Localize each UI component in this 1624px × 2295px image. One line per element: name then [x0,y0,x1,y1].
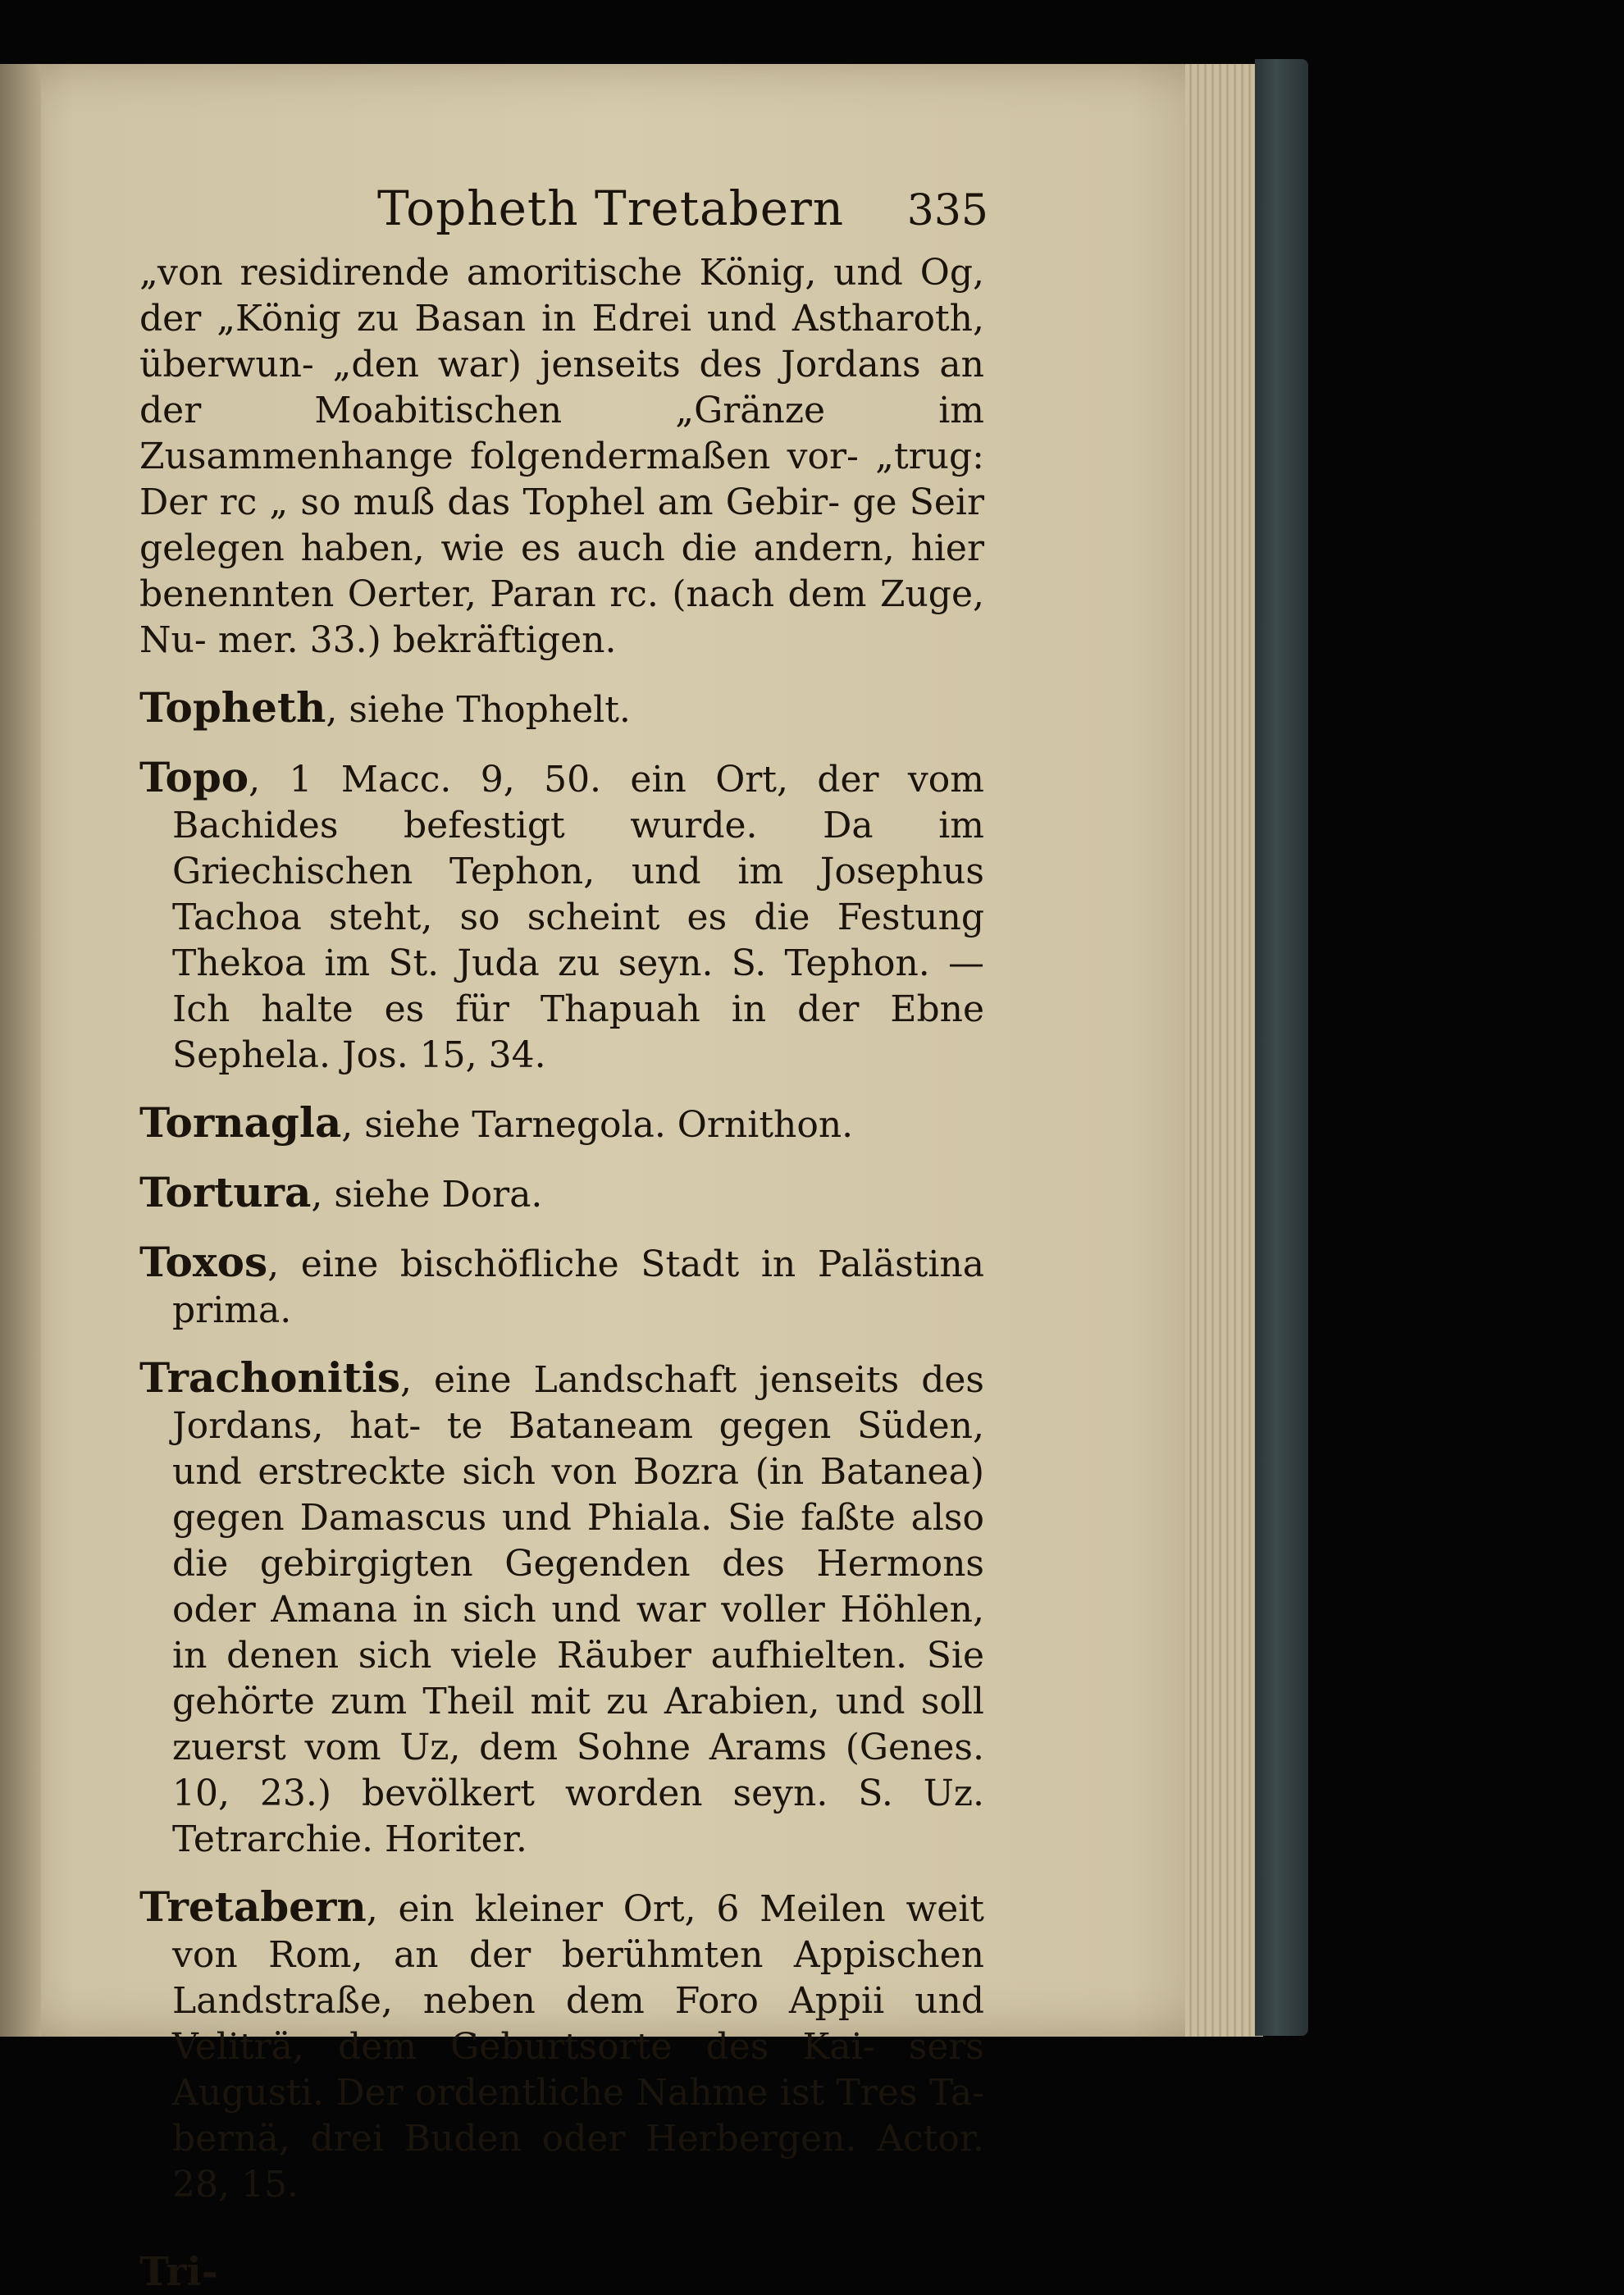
entry-text: , 1 Macc. 9, 50. ein Ort, der vom Bachides befestigt wurde. Da im Griechischen Tephon, und im Josephus Tachoa steht, so scheint es die Festung Thekoa im St. Juda zu seyn. S. Tephon. — Ich halte es für Thapuah in der Ebne Sephela. Jos. 15, 34. [172,759,984,1076]
entry-headword: Topo [139,753,249,801]
entry-tretabern [139,1884,984,2208]
entry-text: , siehe Tarnegola. Ornithon. [341,1104,854,1146]
running-header [139,168,988,242]
entry-headword: Trachonitis [139,1353,401,1402]
entry-text: , eine Landschaft jenseits des Jordans, hat- te Bataneam gegen Süden, und erstreckte sich von Bozra (in Batanea) gegen Damascus und Phiala. Sie faßte also die gebirgigten Gegenden des Hermons oder Amana in sich und war voller Höhlen, in denen sich viele Räuber aufhielten. Sie gehörte zum Theil mit zu Arabien, und soll zuerst vom Uz, dem Sohne Arams (Genes. 10, 23.) bevölkert worden seyn. S. Uz. Tetrarchie. Horiter. [172,1359,984,1860]
page-number: 335 [906,186,988,235]
entry-topo [139,755,984,1079]
entry-headword: Toxos [139,1238,268,1286]
book-cover [1255,59,1308,2036]
entry-topheth [139,685,984,733]
entry-headword: Topheth [139,683,326,732]
entry-headword: Tortura [139,1168,312,1216]
entry-tortura [139,1170,984,1218]
entry-text: , eine bischöfliche Stadt in Palästina prima. [172,1243,984,1331]
entry-text: , siehe Dora. [311,1174,543,1216]
entry-headword: Tretabern [139,1882,367,1931]
entry-text: , ein kleiner Ort, 6 Meilen weit von Rom, an der berühmten Appischen Landstraße, neben dem Foro Appii und Veliträ, dem Geburtsorte des Kai- sers Augusti. Der ordentliche Nahme ist Tres Ta- bernä, drei Buden oder Herbergen. Actor. 28, 15. [172,1888,984,2206]
page-content [139,168,988,2295]
page-edges [1185,64,1263,2037]
page-gutter [0,64,41,2037]
entry-headword: Tornagla [139,1098,342,1147]
entry-toxos [139,1239,984,1334]
entry-trachonitis [139,1355,984,1863]
entry-text: , siehe Thophelt. [326,689,631,731]
running-title: Topheth Tretabern [377,180,845,236]
continued-text: „von residirende amoritische König, und Og, der „König zu Basan in Edrei und Astharoth, überwun- „den war) jenseits des Jordans an der Moabitischen „Gränze im Zusammenhange folgendermaßen vor- „trug: Der rc „ so muß das Tophel am Gebir- ge Seir gelegen haben, wie es auch die andern, hier benennten Oerter, Paran rc. (nach dem Zuge, Nu- mer. 33.) bekräftigen. [139,252,984,661]
catchword: Tri- [139,2249,218,2295]
entry-tornagla [139,1100,984,1148]
